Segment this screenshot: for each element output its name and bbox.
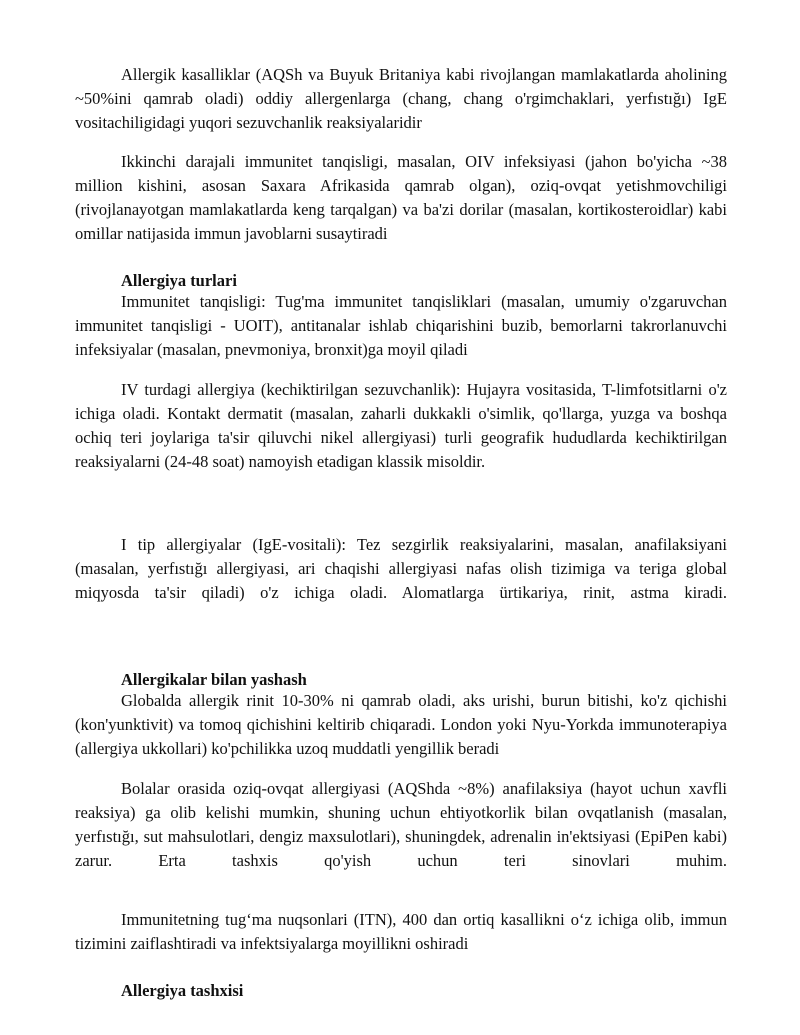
paragraph-inborn-errors-immunity: Immunitetning tug‘ma nuqsonlari (ITN), 400 dan ortiq kasallikni o‘z ichiga olib, immun tizimini zaiflashtiradi va infektsiyalarga moyillikni oshiradi — [75, 910, 727, 953]
paragraph-food-allergy: Bolalar orasida oziq-ovqat allergiyasi (AQShda ~8%) anafilaksiya (hayot uchun xavfli reaksiya) ga olib kelishi mumkin, shuning uchun ehtiyotkorlik bilan ovqatlanish (masalan, yerfıstığı, sut mahsulotlari, dengiz maxsulotlari), shuningdek, adrenalin in'ektsiyasi (EpiPen kabi) zarur. Erta tashxis qo'yish uchun teri sinovlari muhim. — [75, 779, 727, 870]
paragraph-type-i-allergy: I tip allergiyalar (IgE-vositali): Tez sezgirlik reaksiyalarini, masalan, anafilaksiyani (masalan, yerfıstığı allergiyasi, ari chaqishi allergiyasi nafas olish tizimiga va teriga global miqyosda ta'sir qiladi) o'z ichiga oladi. Alomatlarga ürtikariya, rinit, astma kiradi. — [75, 535, 727, 602]
paragraph-secondary-immunodeficiency: Ikkinchi darajali immunitet tanqisligi, masalan, OIV infeksiyasi (jahon bo'yicha ~38 million kishini, asosan Saxara Afrikasida qamrab olgan), oziq-ovqat yetishmovchiligi (rivojlanayotgan mamlakatlarda keng tarqalgan) va ba'zi dorilar (masalan, kortikosteroidlar) kabi omillar natijasida immun javoblarni susaytiradi — [75, 152, 727, 243]
paragraph-immunodeficiency: Immunitet tanqisligi: Tug'ma immunitet tanqisliklari (masalan, umumiy o'zgaruvchan immunitet tanqisligi - UOIT), antitanalar ishlab chiqarishini buzib, bemorlarni takrorlanuvchi infeksiyalar (masalan, pnevmoniya, bronxit)ga moyil qiladi — [75, 292, 727, 359]
paragraph-type-iv-allergy: IV turdagi allergiya (kechiktirilgan sezuvchanlik): Hujayra vositasida, T-limfotsitlarni o'z ichiga oladi. Kontakt dermatit (masalan, zaharli dukkakli o'simlik, qo'llarga, yuzga va boshqa ochiq teri joylariga ta'sir qiluvchi nikel allergiyasi) turli geografik hududlarda kechiktirilgan reaksiyalarni (24-48 soat) namoyish etadigan klassik misoldir. — [75, 380, 727, 471]
paragraph-allergic-diseases: Allergik kasalliklar (AQSh va Buyuk Britaniya kabi rivojlangan mamlakatlarda aholining ~50%ini qamrab oladi) oddiy allergenlarga (chang, chang o'rgimchaklari, yerfıstığı) IgE vositachiligidagi yuqori sezuvchanlik reaksiyalaridir — [75, 65, 727, 132]
heading-allergy-diagnosis: Allergiya tashxisi — [121, 981, 244, 1000]
heading-allergy-types: Allergiya turlari — [121, 271, 237, 290]
paragraph-allergic-rhinitis: Globalda allergik rinit 10-30% ni qamrab oladi, aks urishi, burun bitishi, ko'z qichishi (kon'yunktivit) va tomoq qichishini keltirib chiqaradi. London yoki Nyu-Yorkda immunoterapiya (allergiya ukkollari) ko'pchilikka uzoq muddatli yengillik beradi — [75, 691, 727, 758]
heading-living-with-allergies: Allergikalar bilan yashash — [121, 670, 307, 689]
